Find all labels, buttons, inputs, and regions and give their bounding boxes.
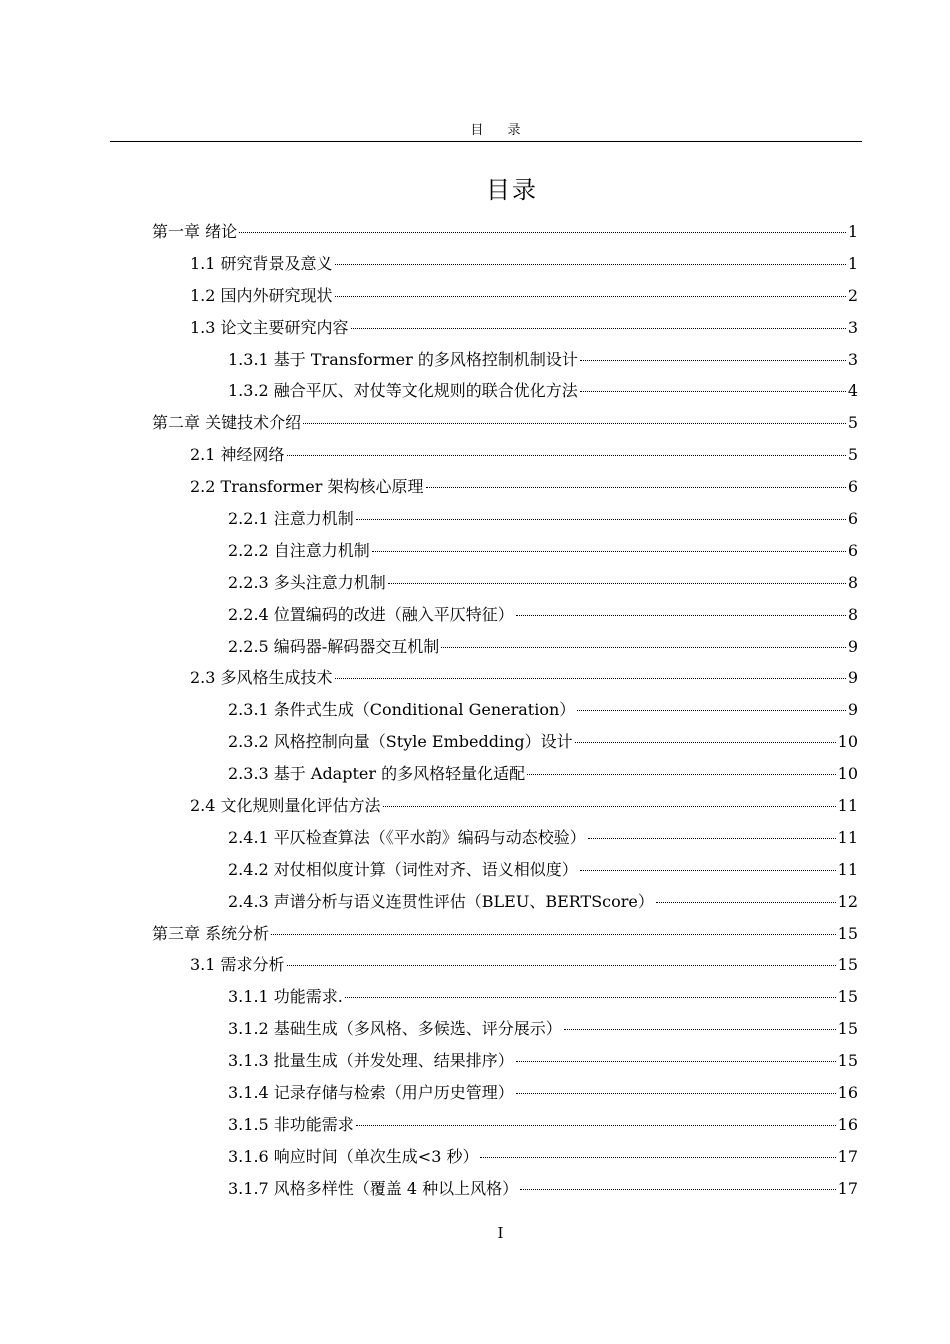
toc-subsection-entry[interactable] <box>0 375 950 407</box>
toc-subsection-entry[interactable] <box>0 854 950 886</box>
table-of-contents <box>0 216 950 1205</box>
toc-entry-page: 17 <box>837 1178 858 1198</box>
dot-leader <box>580 869 836 871</box>
toc-subsection-entry[interactable] <box>0 599 950 631</box>
toc-entry-label: 第三章 系统分析 <box>152 923 270 943</box>
toc-entry-label: 2.2.4 位置编码的改进（融入平仄特征） <box>228 604 514 624</box>
toc-title: 目录 <box>486 176 538 204</box>
toc-section-entry[interactable] <box>0 312 950 344</box>
toc-entry-label: 第一章 绪论 <box>152 222 238 241</box>
toc-entry-page: 10 <box>837 732 858 752</box>
dot-leader <box>335 263 846 265</box>
toc-entry-page: 15 <box>837 987 858 1007</box>
toc-entry-page: 10 <box>837 764 858 784</box>
toc-entry-label: 3.1.6 响应时间（单次生成<3 秒） <box>228 1146 479 1166</box>
toc-entry-page: 15 <box>837 1051 858 1071</box>
toc-subsection-entry[interactable] <box>0 981 950 1013</box>
toc-entry-label: 2.2.1 注意力机制 <box>228 509 354 529</box>
dot-leader <box>480 1156 835 1158</box>
toc-entry-label: 2.2.5 编码器-解码器交互机制 <box>228 636 440 656</box>
toc-entry-page: 16 <box>837 1083 858 1103</box>
toc-subsection-entry[interactable] <box>0 758 950 790</box>
toc-subsection-entry[interactable] <box>0 503 950 535</box>
toc-subsection-entry[interactable] <box>0 567 950 599</box>
toc-entry-label: 3.1.2 基础生成（多风格、多候选、评分展示） <box>228 1019 562 1039</box>
toc-entry-page: 6 <box>847 477 858 497</box>
toc-entry-label: 2.4.3 声谱分析与语义连贯性评估（BLEU、BERTScore） <box>228 891 654 911</box>
toc-entry-label: 3.1.5 非功能需求 <box>228 1114 354 1134</box>
dot-leader <box>303 422 846 424</box>
toc-entry-label: 1.3.2 融合平仄、对仗等文化规则的联合优化方法 <box>228 381 578 401</box>
toc-subsection-entry[interactable] <box>0 535 950 567</box>
dot-leader <box>271 933 836 935</box>
toc-entry-label: 2.4 文化规则量化评估方法 <box>190 796 381 816</box>
toc-entry-label: 3.1.3 批量生成（并发处理、结果排序） <box>228 1051 514 1071</box>
toc-section-entry[interactable] <box>0 280 950 312</box>
toc-section-entry[interactable] <box>0 248 950 280</box>
dot-leader <box>383 805 836 807</box>
toc-entry-page: 5 <box>847 413 858 433</box>
toc-subsection-entry[interactable] <box>0 1141 950 1173</box>
toc-entry-page: 6 <box>847 540 858 560</box>
toc-entry-page: 8 <box>847 604 858 624</box>
dot-leader <box>287 454 846 456</box>
dot-leader <box>580 359 846 361</box>
toc-chapter-entry[interactable] <box>0 407 950 439</box>
toc-chapter-entry[interactable] <box>0 918 950 950</box>
toc-entry-label: 2.2.2 自注意力机制 <box>228 540 370 560</box>
toc-subsection-entry[interactable] <box>0 886 950 918</box>
toc-entry-page: 15 <box>837 955 858 975</box>
toc-entry-label: 1.3.1 基于 Transformer 的多风格控制机制设计 <box>228 349 578 369</box>
toc-entry-label: 1.1 研究背景及意义 <box>190 253 333 273</box>
toc-entry-label: 3.1.1 功能需求. <box>228 987 343 1007</box>
toc-entry-label: 2.1 神经网络 <box>190 445 285 465</box>
dot-leader <box>345 996 836 998</box>
toc-entry-label: 2.3.1 条件式生成（Conditional Generation） <box>228 700 576 720</box>
toc-entry-page: 2 <box>847 285 858 305</box>
toc-subsection-entry[interactable] <box>0 631 950 663</box>
dot-leader <box>426 486 846 488</box>
toc-entry-page: 12 <box>837 891 858 911</box>
toc-entry-label: 2.2 Transformer 架构核心原理 <box>190 477 424 497</box>
toc-entry-page: 11 <box>837 859 858 879</box>
dot-leader <box>356 518 846 520</box>
toc-entry-page: 9 <box>847 668 858 688</box>
toc-section-entry[interactable] <box>0 949 950 981</box>
toc-entry-page: 1 <box>847 222 858 241</box>
toc-entry-label: 第二章 关键技术介绍 <box>152 413 302 433</box>
toc-section-entry[interactable] <box>0 439 950 471</box>
toc-subsection-entry[interactable] <box>0 344 950 376</box>
toc-entry-label: 2.3.2 风格控制向量（Style Embedding）设计 <box>228 732 573 752</box>
toc-entry-label: 2.4.1 平仄检查算法（《平水韵》编码与动态校验） <box>228 827 586 847</box>
toc-entry-page: 9 <box>847 700 858 720</box>
toc-section-entry[interactable] <box>0 790 950 822</box>
toc-subsection-entry[interactable] <box>0 1045 950 1077</box>
toc-entry-label: 2.3 多风格生成技术 <box>190 668 333 688</box>
toc-entry-page: 11 <box>837 796 858 816</box>
toc-subsection-entry[interactable] <box>0 1077 950 1109</box>
toc-subsection-entry[interactable] <box>0 1013 950 1045</box>
toc-entry-label: 2.4.2 对仗相似度计算（词性对齐、语义相似度） <box>228 859 578 879</box>
toc-entry-page: 3 <box>847 317 858 337</box>
toc-entry-page: 9 <box>847 636 858 656</box>
toc-subsection-entry[interactable] <box>0 822 950 854</box>
running-header: 目 录 <box>470 123 531 138</box>
toc-subsection-entry[interactable] <box>0 1109 950 1141</box>
toc-entry-label: 2.3.3 基于 Adapter 的多风格轻量化适配 <box>228 764 526 784</box>
toc-entry-page: 1 <box>847 253 858 273</box>
toc-subsection-entry[interactable] <box>0 1173 950 1205</box>
dot-leader <box>356 1124 836 1126</box>
dot-leader <box>527 773 836 775</box>
dot-leader <box>575 741 836 743</box>
toc-section-entry[interactable] <box>0 662 950 694</box>
toc-entry-label: 3.1 需求分析 <box>190 955 285 975</box>
toc-entry-label: 3.1.4 记录存储与检索（用户历史管理） <box>228 1083 514 1103</box>
dot-leader <box>287 964 836 966</box>
toc-entry-label: 2.2.3 多头注意力机制 <box>228 572 386 592</box>
dot-leader <box>580 390 846 392</box>
toc-entry-page: 4 <box>847 381 858 401</box>
dot-leader <box>564 1028 836 1030</box>
toc-entry-label: 3.1.7 风格多样性（覆盖 4 种以上风格） <box>228 1178 519 1198</box>
toc-entry-page: 17 <box>837 1146 858 1166</box>
dot-leader <box>388 582 846 584</box>
dot-leader <box>520 1188 835 1190</box>
dot-leader <box>351 327 846 329</box>
toc-entry-page: 6 <box>847 509 858 529</box>
toc-entry-page: 15 <box>837 923 858 943</box>
toc-entry-page: 8 <box>847 572 858 592</box>
dot-leader <box>588 837 836 839</box>
dot-leader <box>516 614 846 616</box>
dot-leader <box>335 677 846 679</box>
toc-entry-page: 15 <box>837 1019 858 1039</box>
dot-leader <box>516 1060 836 1062</box>
toc-entry-page: 5 <box>847 445 858 465</box>
dot-leader <box>372 550 846 552</box>
toc-entry-page: 16 <box>837 1114 858 1134</box>
toc-section-entry[interactable] <box>0 471 950 503</box>
toc-entry-label: 1.3 论文主要研究内容 <box>190 317 349 337</box>
header-rule <box>110 141 862 142</box>
toc-entry-page: 3 <box>847 349 858 369</box>
toc-chapter-entry[interactable] <box>0 216 950 248</box>
dot-leader <box>656 901 836 903</box>
toc-entry-page: 11 <box>837 827 858 847</box>
toc-subsection-entry[interactable] <box>0 726 950 758</box>
dot-leader <box>335 295 846 297</box>
page-number: I <box>497 1224 504 1242</box>
dot-leader <box>516 1092 836 1094</box>
toc-entry-label: 1.2 国内外研究现状 <box>190 285 333 305</box>
dot-leader <box>577 709 846 711</box>
dot-leader <box>239 231 846 233</box>
toc-subsection-entry[interactable] <box>0 694 950 726</box>
dot-leader <box>441 646 846 648</box>
